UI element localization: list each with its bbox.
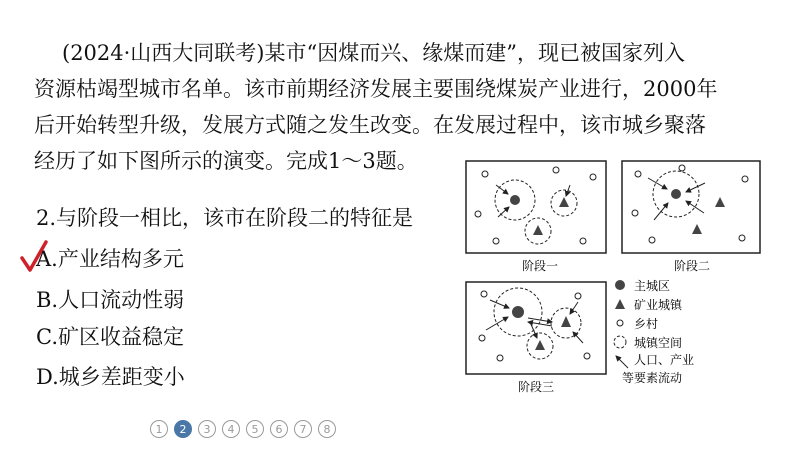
page-5-button[interactable]: 5 bbox=[246, 420, 264, 438]
legend-main-city: 主城区 bbox=[634, 279, 671, 293]
intro-line-1: (2024·山西大同联考)某市“因煤而兴、缘煤而建”，现已被国家列入 bbox=[62, 41, 685, 65]
legend bbox=[614, 279, 694, 385]
page-3-button[interactable]: 3 bbox=[198, 420, 216, 438]
option-c[interactable]: C.矿区收益稳定 bbox=[36, 325, 184, 349]
page-6-button[interactable]: 6 bbox=[270, 420, 288, 438]
page-7-button[interactable]: 7 bbox=[294, 420, 312, 438]
legend-flow-line2: 等要素流动 bbox=[622, 371, 683, 385]
legend-flow-line1: 人口、产业 bbox=[634, 353, 695, 367]
intro-line-3: 后开始转型升级，发展方式随之发生改变。在发展过程中，该市城乡聚落 bbox=[34, 113, 706, 137]
pagination bbox=[150, 420, 336, 438]
stage3-panel bbox=[466, 282, 606, 374]
option-a[interactable]: A.产业结构多元 bbox=[36, 247, 184, 271]
legend-village: 乡村 bbox=[634, 317, 659, 331]
question-stem: 2.与阶段一相比，该市在阶段二的特征是 bbox=[36, 206, 414, 230]
option-d[interactable]: D.城乡差距变小 bbox=[36, 365, 185, 389]
stage1-label: 阶段一 bbox=[521, 259, 559, 273]
question-intro bbox=[34, 35, 774, 179]
page-4-button[interactable]: 4 bbox=[222, 420, 240, 438]
legend-town-space: 城镇空间 bbox=[634, 336, 683, 350]
intro-line-2: 资源枯竭型城市名单。该市前期经济发展主要围绕煤炭产业进行，2000年 bbox=[34, 77, 718, 101]
page-1-button[interactable]: 1 bbox=[150, 420, 168, 438]
page-2-button[interactable]: 2 bbox=[174, 420, 192, 438]
intro-line-4: 经历了如下图所示的演变。完成1～3题。 bbox=[34, 149, 418, 173]
legend-mining-town: 矿业城镇 bbox=[634, 298, 683, 312]
option-b[interactable]: B.人口流动性弱 bbox=[36, 288, 185, 312]
page-8-button[interactable]: 8 bbox=[318, 420, 336, 438]
stage2-label: 阶段二 bbox=[673, 259, 711, 273]
stage3-label: 阶段三 bbox=[517, 380, 555, 394]
